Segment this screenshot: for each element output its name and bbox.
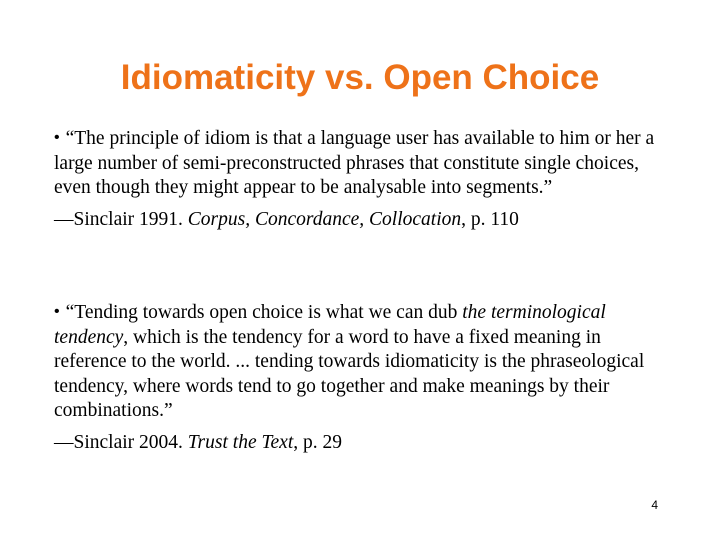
- citation-suffix: , p. 29: [293, 431, 343, 453]
- citation-prefix: —Sinclair 1991.: [54, 208, 188, 230]
- citation-prefix: —Sinclair 2004.: [54, 431, 188, 453]
- quote-citation: [54, 431, 674, 456]
- citation-title: Trust the Text: [187, 431, 294, 453]
- quote-text: [54, 300, 674, 424]
- quote-body-italic: the terminological tendency: [54, 302, 606, 348]
- quote-block-sinclair-1991: [54, 126, 674, 232]
- bullet-icon: •: [54, 129, 60, 146]
- slide-number: 4: [651, 498, 658, 512]
- citation-title: Corpus, Concordance, Collocation: [187, 208, 462, 230]
- slide-title: Idiomaticity vs. Open Choice: [120, 58, 600, 97]
- bullet-icon: •: [54, 303, 60, 320]
- quote-body-part1: “Tending towards open choice is what we can dub: [65, 302, 463, 323]
- quote-citation: [54, 208, 674, 233]
- quote-text: [54, 126, 674, 201]
- quote-block-sinclair-2004: [54, 300, 674, 455]
- quote-body: “The principle of idiom is that a language user has available to him or her a large number of semi-preconstructed phrases that constitute single choices, even though they might appear to be analysable into segments.”: [54, 128, 655, 198]
- citation-suffix: , p. 110: [461, 208, 519, 230]
- quote-body-part2: , which is the tendency for a word to have a fixed meaning in reference to the world. ... tending towards idiomaticity is the phraseological tendency, where words tend to go together and make meanings by their combinations.”: [54, 326, 645, 421]
